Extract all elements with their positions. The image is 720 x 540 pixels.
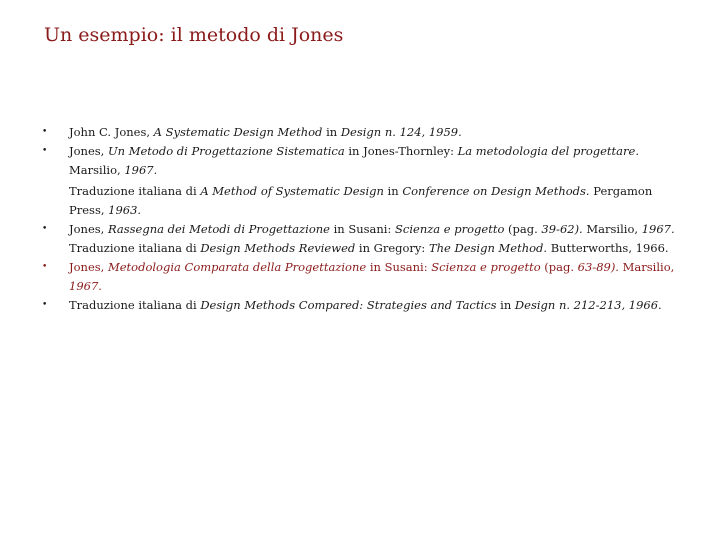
bullet-icon: • bbox=[42, 262, 48, 272]
pages-prefix: (pag. bbox=[540, 260, 578, 274]
year-text: 1963. bbox=[108, 203, 142, 217]
year-text: 1967. bbox=[124, 163, 158, 177]
continuation-paragraph bbox=[42, 182, 682, 220]
publisher-text: Marsilio, bbox=[582, 222, 642, 236]
year-text: 1967. bbox=[69, 279, 102, 293]
list-item bbox=[42, 258, 682, 296]
prefix-text: Traduzione italiana di bbox=[69, 298, 201, 312]
source-text: Design n. 124, 1959. bbox=[340, 125, 462, 139]
author-text: John C. Jones, bbox=[69, 125, 154, 139]
pages-text: 39-62). bbox=[541, 222, 583, 236]
connector-text: in Susani: bbox=[329, 222, 396, 236]
work-title: Metodologia Comparata della Progettazione bbox=[107, 260, 367, 274]
pages-prefix: (pag. bbox=[504, 222, 542, 236]
author-text: Jones, bbox=[69, 260, 108, 274]
slide-title: Un esempio: il metodo di Jones bbox=[44, 24, 344, 46]
author-text: Jones, bbox=[69, 144, 108, 158]
work-title: Rassegna dei Metodi di Progettazione bbox=[107, 222, 330, 236]
source-text: Scienza e progetto bbox=[395, 222, 505, 236]
connector-text: in Jones-Thornley: bbox=[344, 144, 458, 158]
work-title: A Systematic Design Method bbox=[153, 125, 323, 139]
connector-text: in Susani: bbox=[366, 260, 432, 274]
source-text: Scienza e progetto bbox=[431, 260, 541, 274]
publisher-text: Marsilio, bbox=[69, 163, 125, 177]
prefix-text: Traduzione italiana di bbox=[69, 184, 201, 198]
work-title: A Method of Systematic Design bbox=[200, 184, 384, 198]
year-text: 1967. bbox=[641, 222, 675, 236]
list-item bbox=[42, 220, 682, 258]
source-text-2: The Design Method. bbox=[428, 241, 548, 255]
connector-text: in bbox=[496, 298, 515, 312]
bullet-icon: • bbox=[42, 224, 48, 234]
source-text: La metodologia del progettare. bbox=[457, 144, 639, 158]
work-title: Design Methods Compared: Strategies and Tactics bbox=[200, 298, 497, 312]
list-item bbox=[42, 142, 682, 180]
reference-list bbox=[42, 123, 682, 315]
work-title-2: Design Methods Reviewed bbox=[200, 241, 356, 255]
publisher-text-2: Butterworths, 1966. bbox=[547, 241, 669, 255]
list-item bbox=[42, 123, 682, 142]
author-text: Jones, bbox=[69, 222, 108, 236]
pages-text: 63-89). bbox=[577, 260, 619, 274]
work-title: Un Metodo di Progettazione Sistematica bbox=[107, 144, 345, 158]
connector-text: in bbox=[322, 125, 341, 139]
bullet-icon: • bbox=[42, 300, 48, 310]
prefix-text: Traduzione italiana di bbox=[69, 241, 201, 255]
list-item bbox=[42, 296, 682, 315]
connector-text-2: in Gregory: bbox=[355, 241, 429, 255]
source-text: Conference on Design Methods. bbox=[402, 184, 590, 198]
connector-text: in bbox=[383, 184, 403, 198]
source-text: Design n. 212-213, 1966. bbox=[514, 298, 662, 312]
publisher-text: Pergamon Press, bbox=[69, 184, 653, 217]
bullet-icon: • bbox=[42, 127, 48, 137]
publisher-text: Marsilio, bbox=[618, 260, 675, 274]
bullet-icon: • bbox=[42, 146, 48, 156]
